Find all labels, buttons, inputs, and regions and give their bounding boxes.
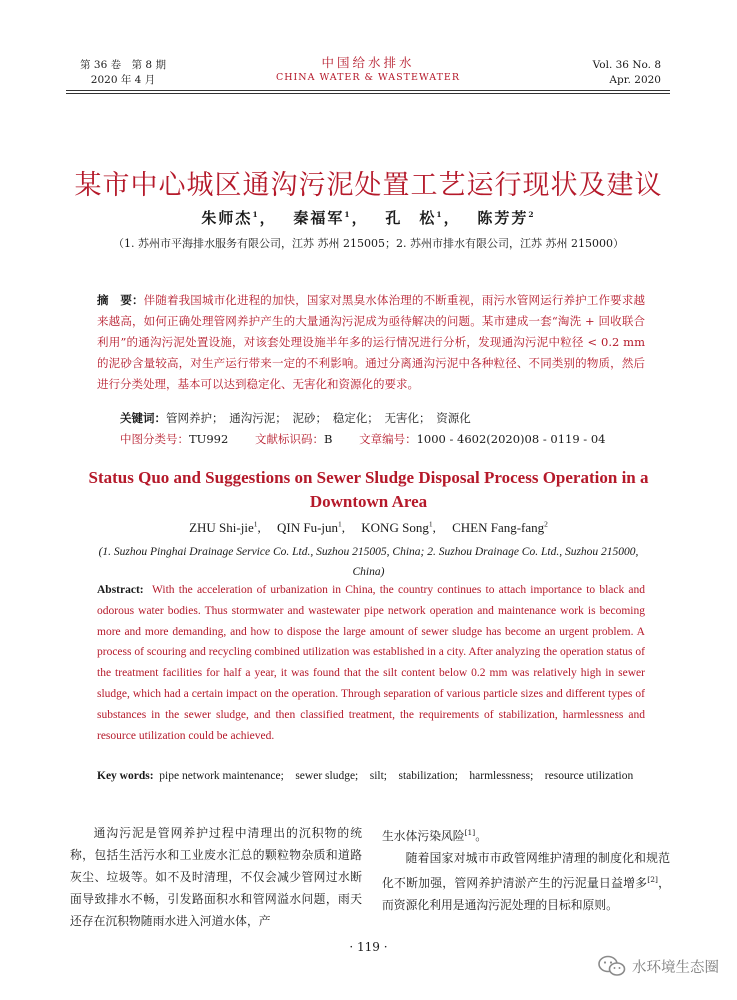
author-en: CHEN Fang-fang	[452, 520, 545, 535]
body-text: 。	[475, 828, 488, 843]
body-paragraph	[382, 822, 670, 847]
keywords-cn	[120, 408, 660, 428]
keywords-en-label: Key words:	[97, 770, 154, 782]
header-date-en: Apr. 2020	[609, 74, 661, 86]
author-sup: 1	[344, 210, 352, 219]
body-text: 随着国家对城市市政管网维护清理的制度化和规范化不断加强，管网养护清淤产生的污泥量日益增多	[382, 850, 670, 890]
keywords-en	[97, 766, 645, 787]
abstract-cn	[97, 290, 645, 395]
paper-title-cn: 某市中心城区通沟污泥处置工艺运行现状及建议	[74, 170, 663, 201]
header-rule-thin	[66, 93, 670, 94]
doc-code-value: B	[323, 432, 333, 446]
citation-ref: [1]	[464, 828, 476, 837]
wechat-icon	[598, 955, 626, 977]
author-sup: 1	[252, 210, 260, 219]
clc-label: 中图分类号：	[120, 432, 189, 446]
abstract-en-label: Abstract:	[97, 584, 144, 596]
authors-en: ZHU Shi-jie$^1$, QIN Fu-jun$^1$, KONG Song$^1$, CHEN Fang-fang$^2$	[189, 519, 548, 535]
article-no-value: 1000 - 4602(2020)08 - 0119 - 04	[416, 432, 606, 446]
article-no-label: 文章编号：	[359, 432, 417, 446]
abstract-cn-label: 摘 要：	[97, 293, 144, 307]
header-date-cn: 2020 年 4 月	[90, 74, 156, 86]
header-volume	[68, 58, 178, 88]
clc-value: TU992	[189, 432, 229, 446]
journal-name-en: CHINA WATER & WASTEWATER	[275, 72, 461, 83]
keywords-cn-text: 管网养护； 通沟污泥； 泥砂； 稳定化； 无害化； 资源化	[166, 411, 471, 425]
author-sup: 1	[253, 519, 258, 529]
body-paragraph	[382, 847, 670, 916]
author-cn: 陈芳芳	[477, 209, 529, 227]
author-cn: 孔 松	[385, 209, 437, 227]
affiliation-en: (1. Suzhou Pinghai Drainage Service Co. Ltd., Suzhou 215005, China; 2. Suzhou Drainage Co. Ltd., Suzhou 215000, China)	[98, 546, 639, 578]
abstract-cn-text: 伴随着我国城市化进程的加快，国家对黑臭水体治理的不断重视，雨污水管网运行养护工作要求越来越高，如何正确处理管网养护产生的大量通沟污泥成为亟待解决的问题。某市建成一套“淘洗 + 回收联合利用”的通沟污泥处置设施，对该套处理设施半年多的运行情况进行分析，发现通沟污泥中粒径 < 0.2 mm 的泥砂含量较高，对生产运行带来一定的不利影响。通过分离通沟污泥中各种粒径、不同类别的物质，然后进行分类处理，基本可以达到稳定化、无害化和资源化的要求。	[97, 293, 645, 391]
header-volume-issue: 第 36 卷 第 8 期	[80, 59, 166, 71]
author-sup: 1	[428, 519, 433, 529]
journal-name	[258, 54, 478, 85]
paper-title-en: Status Quo and Suggestions on Sewer Sludge Disposal Process Operation in a Downtown Area	[88, 468, 649, 511]
keywords-en-text: pipe network maintenance; sewer sludge; silt; stabilization; harmlessness; resource utilization	[159, 770, 634, 782]
page-number: · 119 ·	[349, 940, 388, 954]
classification-line	[120, 429, 660, 449]
header-vol-no: Vol. 36 No. 8	[592, 59, 661, 71]
journal-name-cn: 中国给水排水	[321, 55, 415, 70]
abstract-en	[97, 580, 645, 746]
affiliation-cn: （1. 苏州市平海排水服务有限公司，江苏 苏州 215005；2. 苏州市排水有限公司，江苏 苏州 215000）	[113, 237, 624, 250]
abstract-en-text: With the acceleration of urbanization in China, the country continues to attach importance to black and odorous water bodies. Thus stormwater and wastewater pipe network operation and maintenance work is becoming more and more demanding, and how to dispose the large amount of sewer sludge has become an urgent problem. A process of scouring and recycling combined utilization was established in a city. After analyzing the operation status of the treatment facilities for half a year, it was found that the silt content below 0.2 mm was relatively high in sewer sludge, which had a certain impact on the operation. Through separation of various particle sizes and different types of substances in the sewer sludge, and then classified treatment, the requirements of stabilization, harmlessness and resource utilization could be achieved.	[97, 584, 646, 742]
body-text: 生水体污染风险	[382, 828, 465, 843]
keywords-cn-label: 关键词：	[120, 411, 166, 425]
authors-cn: 朱师杰$^1$， 秦福军$^1$， 孔 松$^1$， 陈芳芳$^2$	[201, 209, 536, 227]
author-sup: 1	[436, 210, 444, 219]
body-column-right	[382, 822, 670, 916]
author-en: KONG Song	[361, 520, 429, 535]
author-en: QIN Fu-jun	[276, 520, 339, 535]
watermark-text: 水环境生态圈	[632, 959, 719, 976]
author-cn: 朱师杰	[201, 209, 253, 227]
doc-code-label: 文献标识码：	[254, 432, 324, 446]
body-text: ，而资源化利用是通沟污泥处理的目标和原则。	[382, 875, 670, 912]
author-sup: 2	[528, 210, 536, 219]
citation-ref: [2]	[647, 874, 658, 884]
author-sup: 1	[338, 519, 342, 529]
header-volume-en	[551, 58, 661, 88]
author-sup: 2	[544, 519, 548, 529]
author-en: ZHU Shi-jie	[189, 520, 254, 535]
body-column-left: 通沟污泥是管网养护过程中清理出的沉积物的统称，包括生活污水和工业废水汇总的颗粒物杂质和道路灰尘、垃圾等。如不及时清理，不仅会减少管网过水断面导致排水不畅，引发路面积水和管网溢水问题，雨天还存在沉积物随雨水进入河道水体，产	[70, 826, 362, 928]
watermark	[598, 952, 719, 980]
author-cn: 秦福军	[293, 209, 345, 227]
header-rule	[66, 90, 670, 91]
